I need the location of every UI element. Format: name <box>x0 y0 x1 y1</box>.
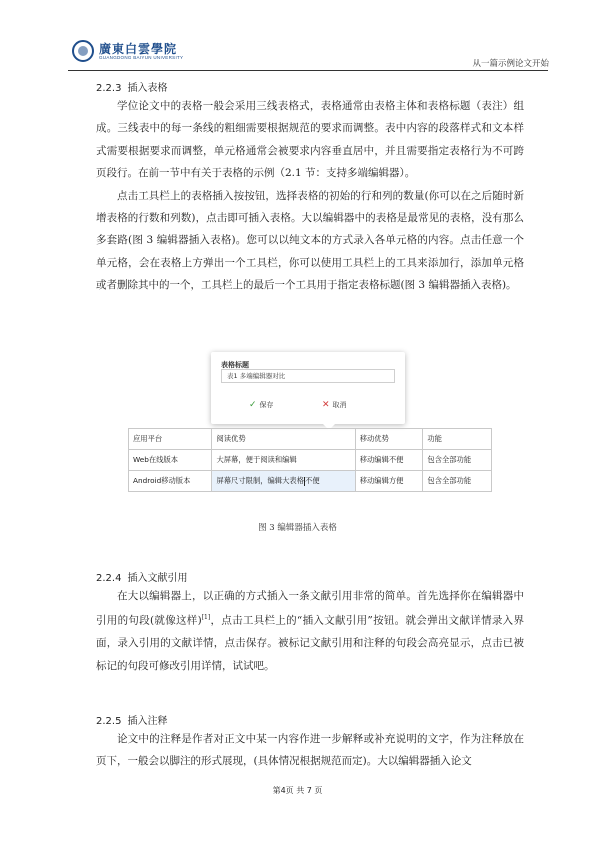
close-icon: ✕ <box>322 400 330 410</box>
table-cell[interactable]: 移动优势 <box>355 429 423 450</box>
caption-input[interactable]: 表1 多端编辑器对比 <box>221 369 395 383</box>
table-cell[interactable]: 阅读优势 <box>212 429 355 450</box>
table-cell[interactable]: 移动编辑方便 <box>355 471 423 492</box>
check-icon: ✓ <box>249 400 257 410</box>
text-run: 在大以编辑器上，以正确的方式插入一条文献引用非常的简单。首先选择你在编辑器中引用的句段(就像这样) <box>96 590 524 627</box>
cell-text: 不便 <box>305 476 320 485</box>
section-body-2-2-4 <box>96 585 524 677</box>
section-heading-2-2-4 <box>96 569 187 584</box>
university-logo <box>72 40 192 66</box>
section-heading-2-2-3 <box>96 79 167 94</box>
text-run: ，点击工具栏上的“插入文献引用”按钮。就会弹出文献详情录入界面，录入引用的文献详情，点击保存。被标记文献引用和注释的句段会高亮显示，点击已被标记的句段可修改引用详情，试试吧。 <box>96 614 524 672</box>
figure-editor-table <box>128 350 492 495</box>
running-title: 从一篇示例论文开始 <box>472 59 549 69</box>
section-title: 插入注释 <box>127 716 168 727</box>
section-body-2-2-5 <box>96 728 524 773</box>
logo-seal-icon <box>72 40 94 62</box>
table-cell[interactable]: 包含全部功能 <box>423 471 492 492</box>
citation-marker[interactable]: [1] <box>201 614 211 622</box>
section-number: 2.2.4 <box>96 573 122 584</box>
paragraph: 学位论文中的表格一般会采用三线表格式，表格通常由表格主体和表格标题（表注）组成。三线表中的每一条线的粗细需要根据规范的要求而调整。表中内容的段落样式和文本样式需要根据要求而调整，单元格通常会被要求内容垂直居中，并且需要指定表格行为不可跨页段行。在前一节中有关于表格的示例（2.1 节：支持多端编辑器）。 <box>96 100 524 180</box>
cancel-button[interactable] <box>322 400 347 410</box>
table-cell[interactable]: 大屏幕，便于阅读和编辑 <box>212 450 355 471</box>
table-cell[interactable]: Android移动版本 <box>129 471 212 492</box>
table-row <box>129 471 492 492</box>
figure-caption: 图 3 编辑器插入表格 <box>258 523 337 533</box>
cancel-label: 取消 <box>332 401 347 409</box>
table-row <box>129 429 492 450</box>
save-label: 保存 <box>259 401 274 409</box>
table-cell-selected[interactable] <box>212 471 355 492</box>
section-title: 插入文献引用 <box>127 573 188 584</box>
table-cell[interactable]: Web在线版本 <box>129 450 212 471</box>
paragraph <box>96 585 524 677</box>
comparison-table <box>128 428 492 492</box>
cell-text: 屏幕尺寸限制，编辑大表格 <box>216 476 305 485</box>
logo-name: 廣東白雲學院 <box>99 42 178 56</box>
section-heading-2-2-5 <box>96 712 167 727</box>
header-rule <box>68 70 548 71</box>
table-cell[interactable]: 包含全部功能 <box>423 450 492 471</box>
table-cell[interactable]: 移动编辑不便 <box>355 450 423 471</box>
table-cell[interactable]: 功能 <box>423 429 492 450</box>
paragraph: 点击工具栏上的表格插入按按钮，选择表格的初始的行和列的数量(你可以在之后随时新增表格的行数和列数)，点击即可插入表格。大以编辑器中的表格是最常见的表格，没有那么多套路(图 3 编辑器插入表格)。您可以以纯文本的方式录入各单元格的内容。点击任意一个单元格，会在表格上方弹出一个工具栏，你可以使用工具栏上的工具来添加行，添加单元格或者删除其中的一个，工具栏上的最后一个工具用于指定表格标题(图 3 编辑器插入表格)。 <box>96 189 524 292</box>
page-number: 第4页 共 7 页 <box>272 786 323 795</box>
logo-subtitle: GUANGDONG BAIYUN UNIVERSITY <box>99 55 184 60</box>
paragraph: 论文中的注释是作者对正文中某一内容作进一步解释或补充说明的文字，作为注释放在页下，一般会以脚注的形式展现，(具体情况根据规范而定)。大以编辑器插入论文 <box>96 733 524 768</box>
section-number: 2.2.5 <box>96 716 122 727</box>
section-body-2-2-3 <box>96 95 524 297</box>
popup-title: 表格标题 <box>221 361 249 369</box>
table-row <box>129 450 492 471</box>
save-button[interactable] <box>249 400 274 410</box>
table-cell[interactable]: 应用平台 <box>129 429 212 450</box>
section-number: 2.2.3 <box>96 83 122 94</box>
table-caption-popup <box>211 352 405 424</box>
section-title: 插入表格 <box>127 83 168 94</box>
